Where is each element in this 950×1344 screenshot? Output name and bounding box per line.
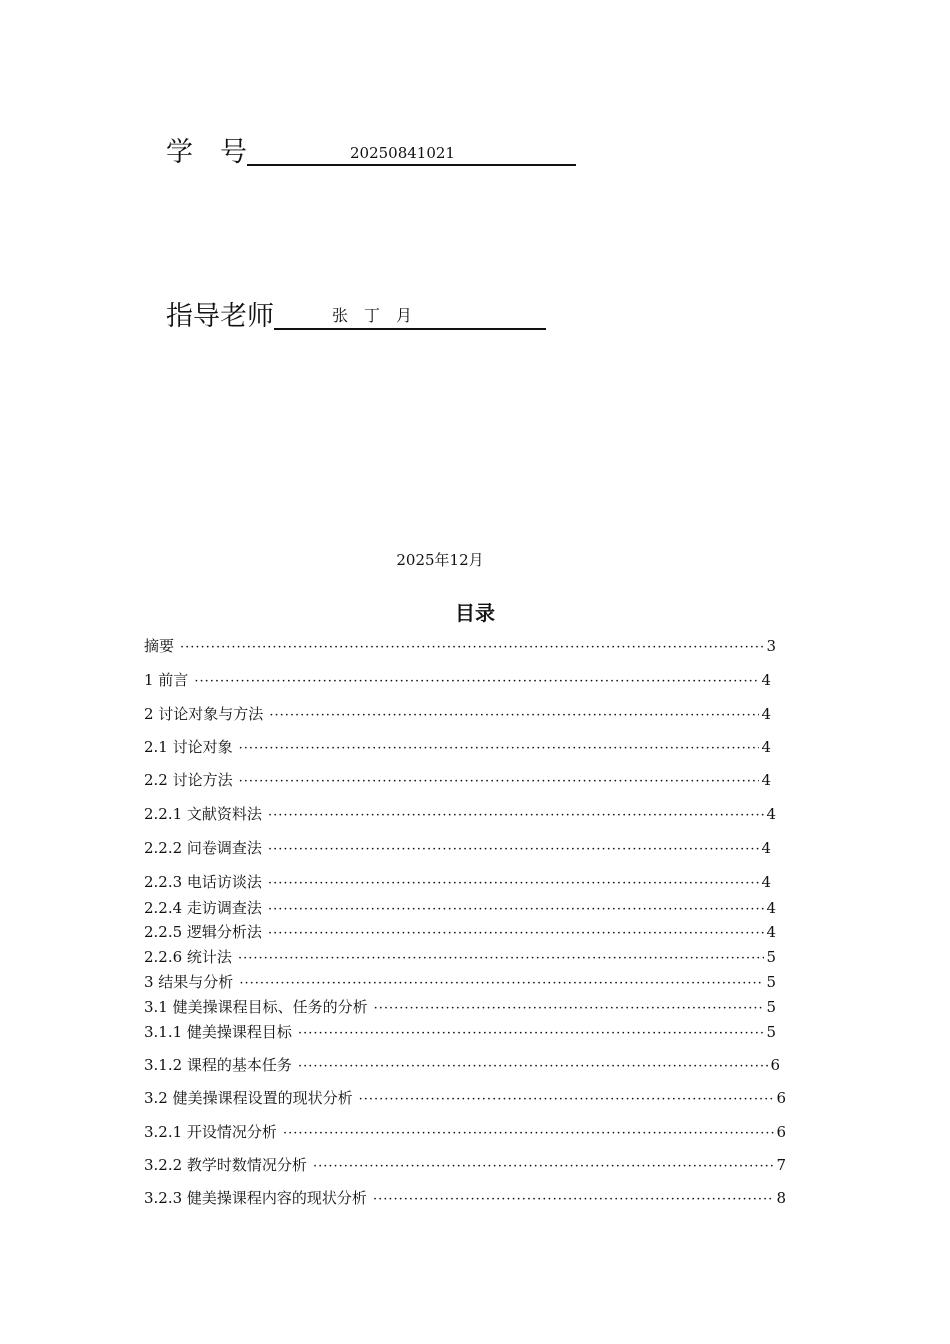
toc-entry-page: 5: [766, 973, 776, 991]
toc-leader-dots: [194, 674, 759, 689]
toc-entry-page: 6: [776, 1089, 786, 1107]
toc-entry: [144, 897, 776, 918]
toc-entry-title: 2.2.4 走访调查法: [144, 899, 262, 917]
toc-entry-page: 4: [761, 771, 771, 789]
toc-entry-page: 4: [761, 738, 771, 756]
toc-entry-page: 6: [770, 1056, 780, 1074]
toc-entry-page: 4: [766, 805, 776, 823]
toc-entry-title: 3.2.1 开设情况分析: [144, 1123, 277, 1141]
toc-leader-dots: [269, 708, 759, 723]
toc-leader-dots: [239, 741, 760, 756]
toc-leader-dots: [298, 1026, 765, 1041]
toc-entry-title: 1 前言: [144, 671, 189, 689]
toc-entry-title: 2.2 讨论方法: [144, 771, 233, 789]
toc-entry: [144, 1187, 786, 1208]
toc-entry: [144, 769, 771, 790]
toc-leader-dots: [239, 774, 760, 789]
toc-entry-page: 6: [776, 1123, 786, 1141]
teacher-label: 指导老师: [166, 301, 274, 332]
student-id-value: 20250841021: [350, 144, 455, 162]
student-id-field: [166, 136, 576, 166]
cover-date: 2025年12月: [396, 551, 484, 569]
toc-entry-title: 2.2.5 逻辑分析法: [144, 923, 262, 941]
toc-entry: [144, 803, 776, 824]
toc-entry: [144, 921, 776, 942]
toc-entry-title: 2 讨论对象与方法: [144, 705, 264, 723]
toc-entry-page: 4: [761, 839, 771, 857]
toc-leader-dots: [268, 926, 765, 941]
toc-entry-page: 4: [761, 873, 771, 891]
toc-leader-dots: [374, 1001, 765, 1016]
toc-entry-page: 4: [766, 899, 776, 917]
toc-leader-dots: [180, 640, 764, 655]
toc-leader-dots: [283, 1126, 775, 1141]
toc-entry: [144, 703, 771, 724]
toc-entry-title: 3.2.2 教学时数情况分析: [144, 1156, 307, 1174]
toc-entry-page: 5: [766, 948, 776, 966]
toc-entry: [144, 946, 776, 967]
toc-entry: [144, 996, 776, 1017]
toc-leader-dots: [238, 951, 765, 966]
toc-entry-page: 3: [766, 637, 776, 655]
toc-leader-dots: [268, 808, 765, 823]
toc-entry: [144, 669, 771, 690]
toc-entry: [144, 837, 771, 858]
toc-entry-title: 摘要: [144, 637, 175, 655]
toc-entry-title: 3.1.1 健美操课程目标: [144, 1023, 292, 1041]
toc-leader-dots: [298, 1059, 769, 1074]
toc-entry: [144, 971, 776, 992]
toc-entry-page: 8: [776, 1189, 786, 1207]
toc-entry-title: 2.2.2 问卷调查法: [144, 839, 262, 857]
toc-leader-dots: [359, 1092, 775, 1107]
toc-entry-title: 2.2.3 电话访谈法: [144, 873, 262, 891]
toc-entry: [144, 1054, 780, 1075]
toc-entry-page: 7: [776, 1156, 786, 1174]
toc-entry-page: 4: [761, 705, 771, 723]
teacher-value: 张 丁 月: [332, 306, 413, 325]
student-id-underline: [247, 136, 576, 166]
toc-entry-title: 2.1 讨论对象: [144, 738, 233, 756]
toc-entry: [144, 1121, 786, 1142]
toc-entry-title: 3 结果与分析: [144, 973, 234, 991]
toc-entry-title: 2.2.6 统计法: [144, 948, 232, 966]
toc-leader-dots: [268, 902, 765, 917]
student-id-label: 学 号: [166, 137, 247, 168]
toc-entry-title: 3.1.2 课程的基本任务: [144, 1056, 292, 1074]
toc-leader-dots: [268, 842, 760, 857]
toc-entry: [144, 1087, 786, 1108]
toc-entry-page: 5: [766, 998, 776, 1016]
toc-leader-dots: [239, 976, 764, 991]
toc-leader-dots: [373, 1192, 775, 1207]
toc-entry: [144, 736, 771, 757]
toc-leader-dots: [313, 1159, 775, 1174]
toc-leader-dots: [268, 876, 760, 891]
toc-entry: [144, 1154, 786, 1175]
teacher-underline: [274, 300, 546, 330]
toc-entry-title: 3.1 健美操课程目标、任务的分析: [144, 998, 368, 1016]
toc-entry: [144, 871, 771, 892]
toc-entry: [144, 635, 776, 656]
toc-entry-page: 4: [761, 671, 771, 689]
toc-title: 目录: [455, 601, 495, 625]
toc-entry-title: 3.2 健美操课程设置的现状分析: [144, 1089, 353, 1107]
teacher-field: [166, 300, 546, 330]
toc-entry: [144, 1021, 776, 1042]
toc-entry-page: 5: [766, 1023, 776, 1041]
toc-entry-page: 4: [766, 923, 776, 941]
toc-entry-title: 3.2.3 健美操课程内容的现状分析: [144, 1189, 367, 1207]
toc-entry-title: 2.2.1 文献资料法: [144, 805, 262, 823]
